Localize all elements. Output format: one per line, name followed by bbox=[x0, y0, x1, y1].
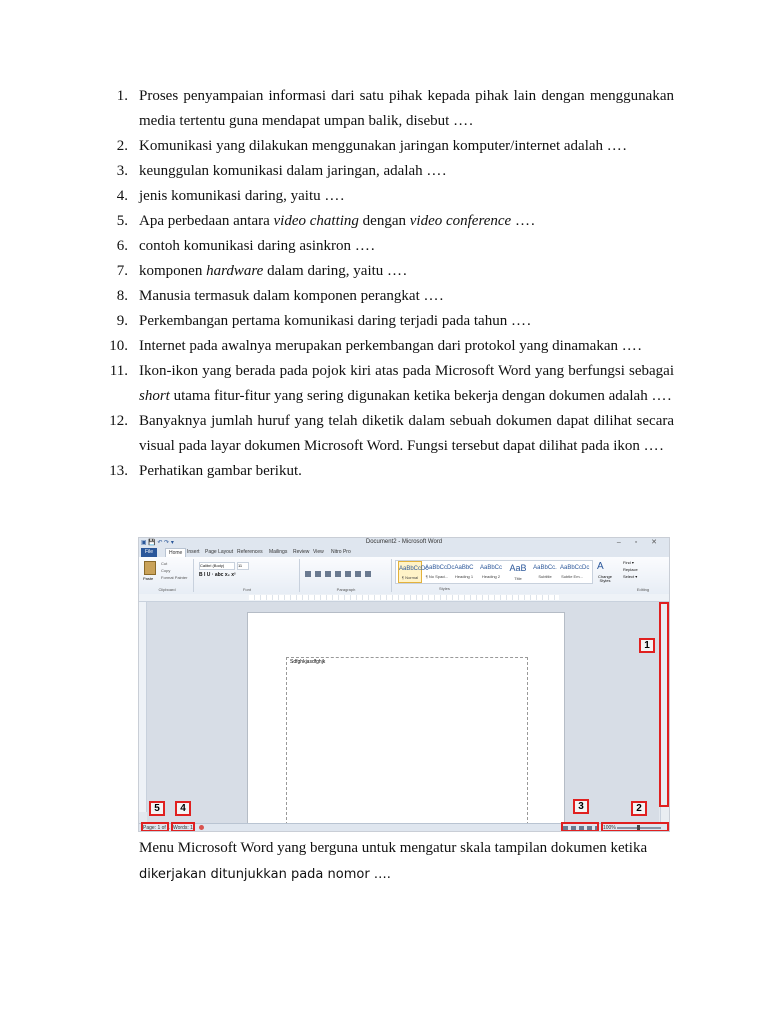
callout-box-view bbox=[561, 822, 599, 832]
question-text-part: dalam daring, yaitu bbox=[263, 263, 388, 279]
style-label: Subtitle bbox=[538, 574, 552, 579]
style-item[interactable] bbox=[398, 561, 429, 583]
question-text-part: Perhatikan gambar berikut. bbox=[139, 463, 302, 479]
document-area bbox=[147, 602, 659, 823]
question-item bbox=[0, 334, 768, 359]
typed-text: Sdfghkjasdfghjk bbox=[290, 659, 326, 665]
question-number: 11. bbox=[109, 363, 128, 379]
answer-dots: …. bbox=[651, 388, 673, 404]
tab-insert[interactable]: Insert bbox=[187, 549, 200, 555]
question-text bbox=[139, 184, 674, 209]
answer-dots: …. bbox=[354, 238, 376, 254]
tab-mailings[interactable]: Mailings bbox=[269, 549, 288, 555]
style-item[interactable] bbox=[425, 561, 455, 583]
cut-label: Cut bbox=[161, 561, 168, 566]
italic-term: video conference bbox=[409, 213, 512, 229]
question-number: 1. bbox=[116, 88, 128, 104]
format-painter-label: Format Painter bbox=[161, 575, 188, 580]
question-text-part: utama fitur-fitur yang sering digunakan ketika bekerja dengan dokumen adalah bbox=[169, 388, 652, 404]
question-text-part: contoh komunikasi daring asinkron bbox=[139, 238, 355, 254]
copy-label: Copy bbox=[161, 568, 171, 573]
question-text bbox=[139, 234, 674, 259]
document-sheet bbox=[247, 612, 565, 832]
italic-term: hardware bbox=[206, 263, 264, 279]
question-number: 8. bbox=[116, 288, 128, 304]
style-item[interactable] bbox=[506, 561, 530, 583]
group-label-clipboard: Clipboard bbox=[158, 587, 176, 592]
style-item[interactable] bbox=[452, 561, 476, 583]
paragraph-group bbox=[301, 559, 392, 592]
paste-icon bbox=[144, 561, 156, 575]
callout-number-3: 3 bbox=[573, 799, 589, 814]
answer-dots: …. bbox=[453, 113, 474, 129]
callout-number-1: 1 bbox=[639, 638, 655, 653]
answer-dots: …. bbox=[324, 188, 346, 204]
question-number: 7. bbox=[116, 263, 128, 279]
question-item bbox=[0, 259, 768, 284]
answer-dots: …. bbox=[621, 338, 643, 354]
font-format-row: B I U · abc x₂ x² bbox=[199, 572, 236, 578]
style-preview: AaBbCc. bbox=[533, 565, 557, 571]
font-size-box: 11 bbox=[237, 562, 249, 570]
question-text bbox=[139, 359, 674, 409]
question-text-part: Manusia termasuk dalam komponen perangkat bbox=[139, 288, 424, 304]
callout-number-4: 4 bbox=[175, 801, 191, 816]
tab-page-layout[interactable]: Page Layout bbox=[205, 549, 234, 555]
question-item bbox=[0, 459, 768, 484]
clipboard-group bbox=[141, 559, 194, 592]
group-label-paragraph: Paragraph bbox=[336, 587, 356, 592]
question-item bbox=[0, 184, 768, 209]
question-text bbox=[139, 284, 674, 309]
status-zoom: 100% bbox=[603, 825, 616, 831]
style-preview: AaBbCc bbox=[479, 565, 502, 571]
answer-dots: …. bbox=[426, 163, 448, 179]
question-text-part: Internet pada awalnya merupakan perkembangan dari protokol yang dinamakan bbox=[139, 338, 622, 354]
paste-label: Paste bbox=[143, 576, 154, 581]
answer-dots: …. bbox=[423, 288, 445, 304]
style-label: Heading 1 bbox=[454, 574, 474, 579]
ribbon bbox=[139, 557, 669, 595]
question-text bbox=[139, 259, 674, 284]
question-text bbox=[139, 309, 674, 334]
quick-access-toolbar: ▣ 💾 ↶ ↷ ▾ bbox=[141, 540, 174, 546]
italic-term: short bbox=[139, 388, 170, 404]
question-text-part: komponen bbox=[139, 263, 207, 279]
vertical-ruler bbox=[139, 602, 147, 812]
question-number: 9. bbox=[116, 313, 128, 329]
question-text-part: dengan bbox=[358, 213, 410, 229]
style-label: ¶ No Spaci... bbox=[425, 574, 449, 579]
tab-view[interactable]: View bbox=[313, 549, 324, 555]
question-13-prompt-line2: dikerjakan ditunjukkan pada nomor …. bbox=[139, 867, 391, 882]
style-preview: AaBbCcDc bbox=[425, 565, 455, 571]
question-item bbox=[0, 284, 768, 309]
replace-button: Replace bbox=[623, 567, 638, 572]
tab-nitro-pro[interactable]: Nitro Pro bbox=[331, 549, 351, 555]
title-bar bbox=[139, 538, 669, 548]
style-item[interactable] bbox=[479, 561, 503, 583]
question-text-part: keunggulan komunikasi dalam jaringan, adalah bbox=[139, 163, 427, 179]
question-text bbox=[139, 84, 674, 134]
question-13-prompt-line1: Menu Microsoft Word yang berguna untuk mengatur skala tampilan dokumen ketika bbox=[139, 840, 648, 856]
question-text-part: Proses penyampaian informasi dari satu pihak kepada pihak lain dengan menggunakan media tertentu guna mendapat umpan balik, disebut bbox=[139, 88, 674, 129]
group-label-font: Font bbox=[242, 587, 251, 592]
style-item[interactable] bbox=[533, 561, 557, 583]
editing-group bbox=[619, 559, 667, 592]
question-number: 4. bbox=[116, 188, 128, 204]
callout-box-scrollbar bbox=[659, 602, 669, 807]
style-label: Title bbox=[514, 576, 522, 581]
question-text bbox=[139, 209, 674, 234]
callout-box-words bbox=[171, 822, 195, 832]
question-text bbox=[139, 134, 674, 159]
word-screenshot-figure bbox=[138, 537, 670, 832]
question-text-part: Perkembangan pertama komunikasi daring terjadi pada tahun bbox=[139, 313, 511, 329]
tab-file[interactable]: File bbox=[141, 548, 157, 557]
style-preview: AaBbCcDc bbox=[560, 565, 590, 571]
question-item bbox=[0, 84, 768, 134]
answer-dots: …. bbox=[606, 138, 628, 154]
callout-number-5: 5 bbox=[149, 801, 165, 816]
paragraph-align-icons bbox=[305, 571, 375, 577]
question-number: 10. bbox=[109, 338, 128, 354]
answer-dots: …. bbox=[643, 438, 665, 454]
group-label-styles: Styles bbox=[439, 586, 450, 591]
horizontal-ruler bbox=[139, 594, 669, 602]
question-item bbox=[0, 359, 768, 409]
window-controls: – ▫ ✕ bbox=[616, 539, 663, 546]
question-text-part: Ikon-ikon yang berada pada pojok kiri atas pada Microsoft Word yang berfungsi sebagai bbox=[139, 363, 674, 379]
italic-term: video chatting bbox=[273, 213, 359, 229]
find-button: Find ▾ bbox=[623, 560, 634, 565]
font-group bbox=[195, 559, 300, 592]
answer-dots: …. bbox=[387, 263, 408, 279]
style-label: Heading 2 bbox=[481, 574, 501, 579]
question-number: 5. bbox=[116, 213, 128, 229]
question-item bbox=[0, 159, 768, 184]
style-label: Subtle Em... bbox=[561, 574, 583, 579]
question-text-part: Apa perbedaan antara bbox=[139, 213, 274, 229]
question-text bbox=[139, 459, 674, 484]
style-item[interactable] bbox=[560, 561, 590, 583]
callout-number-2: 2 bbox=[631, 801, 647, 816]
style-preview: AaBbC bbox=[454, 565, 474, 571]
status-page: Page: 1 of 1 bbox=[143, 825, 170, 831]
select-button: Select ▾ bbox=[623, 574, 638, 579]
question-text-part: jenis komunikasi daring, yaitu bbox=[139, 188, 325, 204]
question-text bbox=[139, 334, 674, 359]
question-item bbox=[0, 234, 768, 259]
question-number: 3. bbox=[116, 163, 128, 179]
tab-references[interactable]: References bbox=[237, 549, 263, 555]
style-preview: AaB bbox=[509, 563, 527, 573]
group-label-editing: Editing bbox=[636, 587, 650, 592]
tab-home[interactable]: Home bbox=[165, 548, 186, 557]
question-text bbox=[139, 409, 674, 459]
answer-dots: …. bbox=[510, 313, 532, 329]
question-number: 6. bbox=[116, 238, 128, 254]
question-item bbox=[0, 409, 768, 459]
answer-dots: …. bbox=[514, 213, 536, 229]
proofing-icon bbox=[199, 825, 204, 830]
style-preview: AaBbCcDc bbox=[399, 566, 429, 572]
question-number: 2. bbox=[116, 138, 128, 154]
font-name-box: Calibri (Body) bbox=[199, 562, 235, 570]
change-styles-icon: A bbox=[597, 561, 604, 572]
callout-box-page bbox=[141, 822, 169, 832]
question-number: 13. bbox=[109, 463, 128, 479]
change-styles-label: Change Styles bbox=[597, 574, 612, 583]
question-list bbox=[0, 84, 768, 484]
question-item bbox=[0, 309, 768, 334]
callout-box-zoom bbox=[601, 822, 669, 832]
window-title: Document2 - Microsoft Word bbox=[365, 539, 443, 545]
question-item bbox=[0, 209, 768, 234]
tab-review[interactable]: Review bbox=[293, 549, 310, 555]
question-text-part: Komunikasi yang dilakukan menggunakan jaringan komputer/internet adalah bbox=[139, 138, 607, 154]
styles-gallery bbox=[395, 560, 593, 584]
question-item bbox=[0, 134, 768, 159]
question-text bbox=[139, 159, 674, 184]
style-label: ¶ Normal bbox=[401, 575, 419, 580]
status-words: Words: 1 bbox=[173, 825, 193, 831]
question-text-part: Banyaknya jumlah huruf yang telah diketik dalam sebuah dokumen dapat dilihat secara visual pada layar dokumen Microsoft Word. Fungsi tersebut dapat dilihat pada ikon bbox=[139, 413, 674, 454]
question-number: 12. bbox=[109, 413, 128, 429]
text-boundary bbox=[286, 657, 528, 832]
